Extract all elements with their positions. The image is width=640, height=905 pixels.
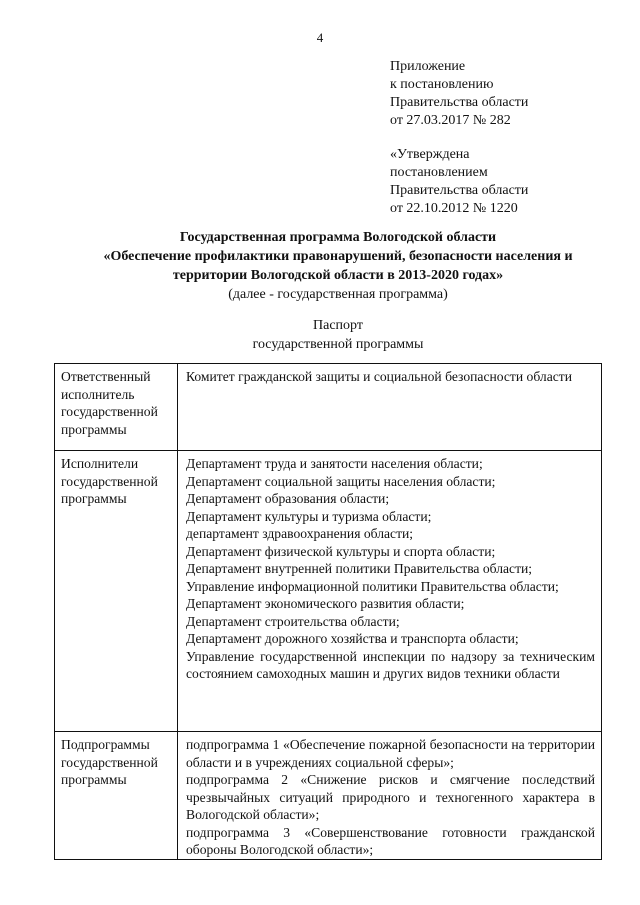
- title-line: «Обеспечение профилактики правонарушений, безопасности населения и: [103, 249, 573, 264]
- appendix-line: к постановлению: [390, 77, 494, 92]
- approval-line: Правительства области: [390, 183, 529, 198]
- label-line: Исполнители: [61, 456, 139, 471]
- table-row: [55, 451, 602, 732]
- approval-block: [390, 146, 528, 218]
- value-line: подпрограмма 2 «Снижение рисков и смягчение последствий чрезвычайных ситуаций природного и техногенного характера в Вологодской области»;: [186, 772, 595, 822]
- approval-line: от 22.10.2012 № 1220: [390, 201, 518, 216]
- appendix-line: Правительства области: [390, 95, 529, 110]
- value-line: Комитет гражданской защиты и социальной безопасности области: [186, 369, 572, 384]
- value-line: департамент здравоохранения области;: [186, 526, 414, 541]
- label-line: государственной: [61, 473, 158, 489]
- label-line: Подпрограммы: [61, 737, 150, 752]
- label-line: программы: [61, 772, 127, 787]
- value-line: Управление информационной политики Правительства области;: [186, 578, 559, 594]
- value-line: Управление государственной инспекции по надзору за техническим состоянием самоходных машин и других видов техники области: [186, 648, 595, 681]
- appendix-block: [390, 58, 528, 130]
- title-line: территории Вологодской области в 2013-2020 годах»: [172, 268, 504, 283]
- table-row: [55, 364, 602, 451]
- title-line: Государственная программа Вологодской области: [179, 230, 497, 245]
- passport-line: Паспорт: [313, 318, 363, 333]
- value-line: Департамент дорожного хозяйства и транспорта области;: [186, 631, 519, 646]
- value-line: Департамент экономического развития области;: [186, 596, 465, 611]
- appendix-line: Приложение: [390, 59, 466, 74]
- row-label: [55, 451, 178, 732]
- value-line: подпрограмма 3 «Совершенствование готовности гражданской обороны Вологодской области»;: [186, 824, 595, 857]
- value-line: подпрограмма 1 «Обеспечение пожарной безопасности на территории области и в учреждениях социальной сферы»;: [186, 737, 595, 770]
- value-line: Департамент социальной защиты населения области;: [186, 473, 496, 489]
- label-line: программы: [61, 491, 127, 506]
- approval-line: постановлением: [390, 165, 488, 180]
- page-number: 4: [316, 30, 324, 45]
- row-label: [55, 364, 178, 451]
- table-row: [55, 732, 602, 860]
- value-line: Департамент труда и занятости населения области;: [186, 456, 483, 471]
- row-value: [178, 732, 602, 860]
- value-line: Департамент внутренней политики Правительства области;: [186, 561, 533, 576]
- label-line: программы: [61, 421, 127, 437]
- document-title: [60, 228, 616, 304]
- passport-heading: [60, 316, 616, 354]
- value-line: Департамент культуры и туризма области;: [186, 508, 432, 524]
- row-label: [55, 732, 178, 860]
- label-line: государственной: [61, 754, 158, 770]
- value-line: Департамент образования области;: [186, 491, 390, 506]
- label-line: исполнитель: [61, 386, 135, 402]
- row-value: [178, 364, 602, 451]
- label-line: государственной: [61, 404, 158, 419]
- approval-line: «Утверждена: [390, 147, 470, 162]
- value-line: Департамент физической культуры и спорта области;: [186, 543, 496, 559]
- passport-table: [54, 363, 602, 860]
- title-note: (далее - государственная программа): [228, 287, 448, 302]
- passport-line: государственной программы: [252, 337, 424, 352]
- value-line: Департамент строительства области;: [186, 613, 400, 629]
- label-line: Ответственный: [61, 369, 151, 384]
- appendix-line: от 27.03.2017 № 282: [390, 113, 511, 128]
- row-value: [178, 451, 602, 732]
